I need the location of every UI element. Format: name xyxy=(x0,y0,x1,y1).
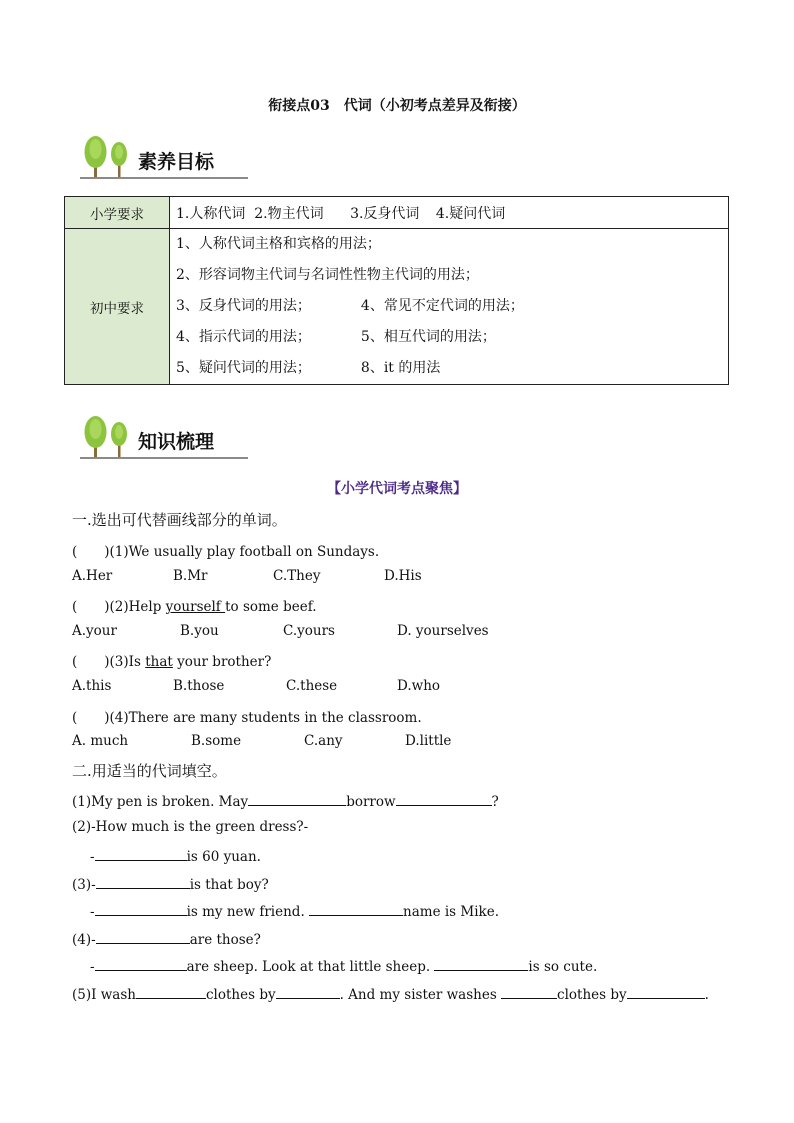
answer-blank[interactable] xyxy=(136,985,206,999)
fill-text: is my new friend. xyxy=(186,904,310,920)
answer-blank[interactable] xyxy=(248,792,346,806)
answer-blank[interactable] xyxy=(95,957,187,971)
q3-after: your brother? xyxy=(172,654,272,670)
junior-item: 4、指示代词的用法； xyxy=(176,329,311,345)
q3-option-c: C.these xyxy=(286,678,338,694)
q3-option-b: B.those xyxy=(173,678,225,694)
heading-knowledge-text: 知识梳理 xyxy=(138,431,215,453)
primary-content xyxy=(170,197,729,229)
junior-item: 4、常见不定代词的用法； xyxy=(360,298,524,314)
q3-underlined: that xyxy=(145,654,173,670)
q4-option-d: D.little xyxy=(405,733,452,749)
fill-text: is 60 yuan. xyxy=(186,849,261,865)
fill-line-1 xyxy=(72,792,499,810)
fill-text: - xyxy=(90,904,95,920)
junior-label: 初中要求 xyxy=(65,229,170,385)
tree-icon xyxy=(80,135,136,179)
answer-blank[interactable] xyxy=(276,985,340,999)
q2-option-a: A.your xyxy=(72,623,117,639)
q3-option-a: A.this xyxy=(72,678,112,694)
fill-text: (3)- xyxy=(72,877,96,893)
question-4: ( )(4)There are many students in the classroom. xyxy=(72,710,422,726)
tree-icon xyxy=(80,415,136,459)
answer-blank[interactable] xyxy=(95,847,187,861)
fill-text: ? xyxy=(491,794,499,810)
junior-item: 1、人称代词主格和宾格的用法； xyxy=(176,236,381,252)
primary-label: 小学要求 xyxy=(65,197,170,229)
q4-option-c: C.any xyxy=(304,733,343,749)
fill-text: . And my sister washes xyxy=(339,987,502,1003)
junior-item: 2、形容词物主代词与名词性性物主代词的用法； xyxy=(176,267,479,283)
fill-line-3 xyxy=(90,847,261,865)
primary-item: 3.反身代词 xyxy=(350,205,420,222)
fill-text: . xyxy=(704,987,709,1003)
fill-text: (1)My pen is broken. May xyxy=(72,794,249,810)
page-title: 衔接点03 代词（小初考点差异及衔接） xyxy=(268,98,526,114)
question-3 xyxy=(72,650,271,670)
section1-title: 一.选出可代替画线部分的单词。 xyxy=(72,511,287,529)
junior-item: 8、it 的用法 xyxy=(360,360,441,376)
fill-text: are those? xyxy=(189,932,261,948)
fill-text: - xyxy=(90,959,95,975)
answer-blank[interactable] xyxy=(396,792,492,806)
q2-option-c: C.yours xyxy=(283,623,335,639)
junior-item: 5、相互代词的用法； xyxy=(360,329,496,345)
fill-text: - xyxy=(90,849,95,865)
answer-blank[interactable] xyxy=(434,957,528,971)
q2-option-d: D. yourselves xyxy=(397,623,489,639)
fill-line-5 xyxy=(90,902,499,920)
fill-line-4 xyxy=(72,875,269,893)
requirements-table xyxy=(64,196,729,385)
answer-blank[interactable] xyxy=(627,985,705,999)
heading-goals-text: 素养目标 xyxy=(138,151,215,173)
fill-line-2: (2)-How much is the green dress?- xyxy=(72,819,309,835)
q1-option-d: D.His xyxy=(384,568,422,584)
fill-text: are sheep. Look at that little sheep. xyxy=(186,959,435,975)
section-heading-knowledge xyxy=(80,415,250,465)
divider xyxy=(80,177,248,179)
question-2 xyxy=(72,595,317,615)
fill-text: is so cute. xyxy=(528,959,598,975)
junior-item: 5、疑问代词的用法； xyxy=(176,360,311,376)
q3-before: ( )(3)Is xyxy=(72,654,146,670)
fill-text: clothes by xyxy=(205,987,276,1003)
q2-underlined: yourself xyxy=(165,599,226,615)
section-heading-goals xyxy=(80,135,250,185)
fill-text: is that boy? xyxy=(189,877,269,893)
q4-option-b: B.some xyxy=(191,733,242,749)
junior-item: 3、反身代词的用法； xyxy=(176,298,311,314)
q1-option-b: B.Mr xyxy=(173,568,208,584)
q1-option-c: C.They xyxy=(273,568,321,584)
fill-line-6 xyxy=(72,930,261,948)
q3-option-d: D.who xyxy=(397,678,441,694)
fill-text: (5)I wash xyxy=(72,987,136,1003)
fill-line-7 xyxy=(90,957,597,975)
section2-title: 二.用适当的代词填空。 xyxy=(72,762,227,780)
primary-item: 2.物主代词 xyxy=(254,205,324,222)
question-1: ( )(1)We usually play football on Sundays. xyxy=(72,544,380,560)
q2-before: ( )(2)Help xyxy=(72,599,166,615)
table-row-primary xyxy=(65,197,729,229)
fill-text: clothes by xyxy=(557,987,627,1003)
junior-line xyxy=(176,353,722,384)
focus-title: 【小学代词考点聚焦】 xyxy=(327,481,467,497)
answer-blank[interactable] xyxy=(95,902,187,916)
junior-line xyxy=(176,291,722,322)
q2-option-b: B.you xyxy=(180,623,219,639)
answer-blank[interactable] xyxy=(96,930,190,944)
answer-blank[interactable] xyxy=(96,875,190,889)
q1-option-a: A.Her xyxy=(72,568,113,584)
table-row-junior xyxy=(65,229,729,385)
q4-option-a: A. much xyxy=(72,733,129,749)
q2-after: to some beef. xyxy=(225,599,317,615)
junior-content xyxy=(170,229,729,385)
fill-text: borrow xyxy=(346,794,396,810)
fill-text: name is Mike. xyxy=(403,904,499,920)
fill-text: (4)- xyxy=(72,932,96,948)
junior-line xyxy=(176,229,722,260)
junior-line xyxy=(176,260,722,291)
divider xyxy=(80,457,248,459)
junior-line xyxy=(176,322,722,353)
fill-line-8 xyxy=(72,985,709,1003)
primary-item: 4.疑问代词 xyxy=(435,205,506,222)
primary-item: 1.人称代词 xyxy=(176,205,246,222)
answer-blank[interactable] xyxy=(501,985,557,999)
answer-blank[interactable] xyxy=(309,902,403,916)
